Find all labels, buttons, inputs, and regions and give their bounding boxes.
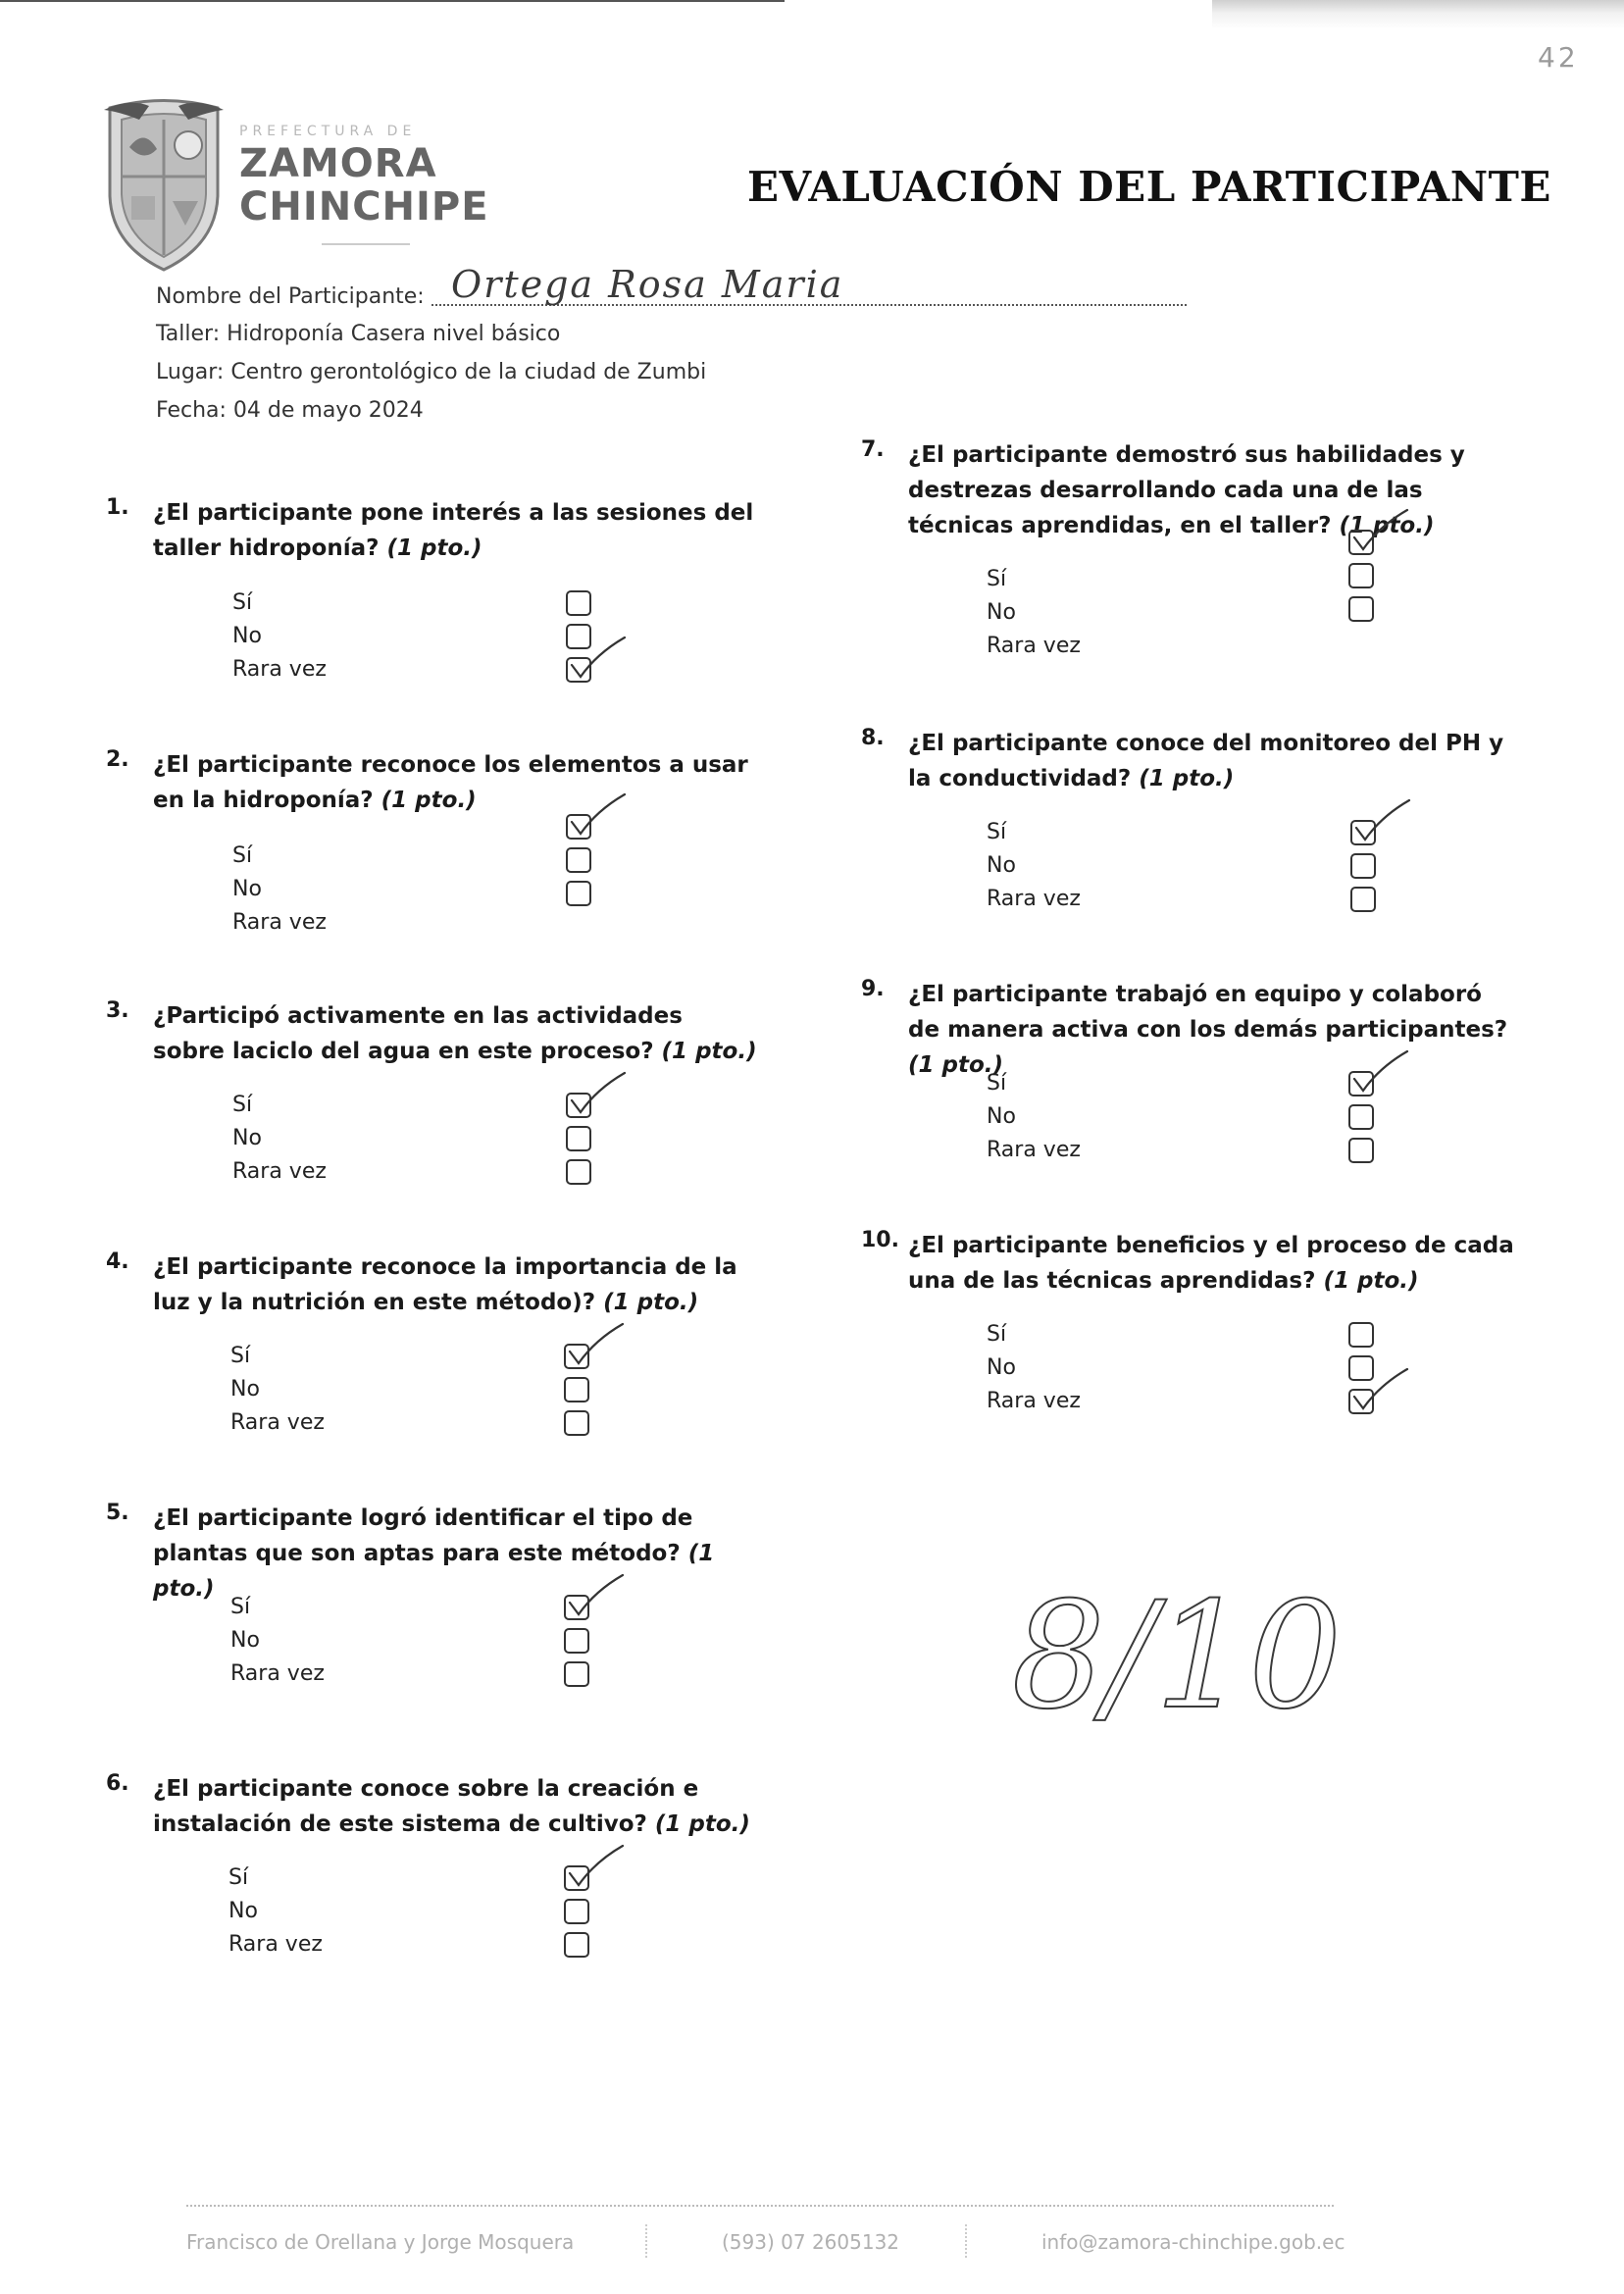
check-mark-icon bbox=[568, 634, 627, 683]
question-text: ¿El participante beneficios y el proceso de cada una de las técnicas aprendidas? (1 pto.) bbox=[908, 1233, 1514, 1294]
question-number: 7. bbox=[861, 437, 885, 462]
participant-name-handwritten: Ortega Rosa Maria bbox=[451, 263, 844, 306]
option-label: Sí bbox=[230, 1595, 251, 1619]
logo-prefix: PREFECTURA DE bbox=[239, 124, 417, 139]
fecha-line: Fecha: 04 de mayo 2024 bbox=[156, 398, 424, 423]
option-checkbox[interactable] bbox=[566, 1159, 591, 1185]
option-label: Rara vez bbox=[987, 1138, 1081, 1162]
option-checkbox[interactable] bbox=[566, 590, 591, 616]
scan-top-edge bbox=[0, 0, 785, 2]
option-checkbox[interactable] bbox=[566, 881, 591, 906]
logo-underline bbox=[322, 243, 410, 245]
option-checkbox[interactable] bbox=[1348, 563, 1374, 588]
option-checkbox[interactable] bbox=[566, 847, 591, 873]
prefectura-logo bbox=[90, 98, 502, 275]
option-checkbox[interactable] bbox=[1350, 853, 1376, 879]
option-checkbox[interactable] bbox=[1348, 1322, 1374, 1348]
option-checkbox[interactable] bbox=[564, 1661, 589, 1687]
taller-line: Taller: Hidroponía Casera nivel básico bbox=[156, 322, 561, 346]
option-label: Rara vez bbox=[232, 657, 327, 682]
option-label: No bbox=[987, 1355, 1016, 1380]
option-checkbox[interactable] bbox=[1350, 887, 1376, 912]
check-mark-icon bbox=[1350, 1365, 1409, 1414]
option-label: Sí bbox=[987, 1071, 1007, 1096]
option-label: Sí bbox=[230, 1344, 251, 1368]
question-text: ¿Participó activamente en las actividades sobre laciclo del agua en este proceso? (1 pto.) bbox=[153, 1003, 757, 1064]
question-text: ¿El participante trabajó en equipo y colaboró de manera activa con los demás participantes? (1 pto.) bbox=[908, 982, 1508, 1078]
score-text: 8/10 bbox=[1011, 1571, 1343, 1742]
footer-address: Francisco de Orellana y Jorge Mosquera bbox=[186, 2230, 575, 2254]
question-points: (1 pto.) bbox=[1139, 766, 1235, 791]
option-label: Rara vez bbox=[232, 910, 327, 935]
footer-divider bbox=[186, 2205, 1334, 2207]
footer-separator bbox=[645, 2224, 647, 2258]
question-points: (1 pto.) bbox=[153, 1541, 715, 1602]
footer-phone: (593) 07 2605132 bbox=[722, 2230, 900, 2254]
option-label: No bbox=[987, 600, 1016, 625]
page-title: EVALUACIÓN DEL PARTICIPANTE bbox=[747, 163, 1551, 211]
page-number: 42 bbox=[1538, 41, 1579, 74]
option-label: Sí bbox=[987, 820, 1007, 844]
question-number: 4. bbox=[106, 1249, 129, 1274]
question-points: (1 pto.) bbox=[1323, 1268, 1419, 1294]
footer-separator bbox=[965, 2224, 967, 2258]
option-label: Sí bbox=[232, 1093, 253, 1117]
question-points: (1 pto.) bbox=[654, 1811, 750, 1837]
option-label: Sí bbox=[232, 590, 253, 615]
lugar-line: Lugar: Centro gerontológico de la ciudad de Zumbi bbox=[156, 360, 707, 384]
question-number: 10. bbox=[861, 1228, 899, 1252]
question-number: 1. bbox=[106, 495, 129, 520]
question-text: ¿El participante reconoce la importancia de la luz y la nutrición en este método)? (1 pto.) bbox=[153, 1254, 737, 1315]
option-label: Rara vez bbox=[987, 1389, 1081, 1413]
question-text: ¿El participante conoce del monitoreo del PH y la conductividad? (1 pto.) bbox=[908, 731, 1504, 791]
participant-name-label: Nombre del Participante: bbox=[156, 284, 425, 309]
option-label: No bbox=[230, 1628, 260, 1653]
option-checkbox[interactable] bbox=[564, 1932, 589, 1958]
option-label: Rara vez bbox=[230, 1410, 325, 1435]
question-points: (1 pto.) bbox=[1339, 513, 1435, 538]
option-label: Sí bbox=[987, 1322, 1007, 1347]
option-label: Sí bbox=[232, 843, 253, 868]
check-mark-icon bbox=[568, 1069, 627, 1118]
coat-of-arms-icon bbox=[90, 98, 237, 275]
logo-line2: CHINCHIPE bbox=[239, 184, 489, 229]
logo-line1: ZAMORA bbox=[239, 141, 437, 186]
question-text: ¿El participante demostró sus habilidades y destrezas desarrollando cada una de las técnicas aprendidas, en el taller? (1 pto.) bbox=[908, 442, 1465, 538]
question-number: 8. bbox=[861, 726, 885, 750]
question-number: 2. bbox=[106, 747, 129, 772]
option-checkbox[interactable] bbox=[564, 1628, 589, 1654]
check-mark-icon bbox=[1350, 1047, 1409, 1096]
question-points: (1 pto.) bbox=[381, 788, 477, 813]
check-mark-icon bbox=[1352, 796, 1411, 845]
question-number: 5. bbox=[106, 1501, 129, 1525]
option-label: No bbox=[228, 1899, 258, 1923]
option-checkbox[interactable] bbox=[564, 1899, 589, 1924]
question-points: (1 pto.) bbox=[603, 1290, 699, 1315]
handwritten-score bbox=[1011, 1569, 1343, 1844]
option-label: Sí bbox=[228, 1865, 249, 1890]
question-text: ¿El participante conoce sobre la creación e instalación de este sistema de cultivo? (1 pto.) bbox=[153, 1776, 750, 1837]
check-mark-icon bbox=[1350, 506, 1409, 555]
option-label: Rara vez bbox=[228, 1932, 323, 1957]
check-mark-icon bbox=[566, 1842, 625, 1891]
option-checkbox[interactable] bbox=[1348, 1104, 1374, 1130]
question-text: ¿El participante logró identificar el tipo de plantas que son aptas para este método? (1 pto.) bbox=[153, 1505, 715, 1602]
question-points: (1 pto.) bbox=[908, 1052, 1004, 1078]
option-label: No bbox=[232, 624, 262, 648]
scan-shadow bbox=[1212, 0, 1624, 29]
option-label: No bbox=[987, 1104, 1016, 1129]
check-mark-icon bbox=[566, 1571, 625, 1620]
question-text: ¿El participante pone interés a las sesiones del taller hidroponía? (1 pto.) bbox=[153, 500, 754, 561]
question-number: 3. bbox=[106, 998, 129, 1023]
option-checkbox[interactable] bbox=[1348, 596, 1374, 622]
question-number: 9. bbox=[861, 977, 885, 1001]
footer-email: info@zamora-chinchipe.gob.ec bbox=[1041, 2230, 1345, 2254]
question-points: (1 pto.) bbox=[661, 1039, 757, 1064]
option-checkbox[interactable] bbox=[564, 1410, 589, 1436]
option-label: No bbox=[230, 1377, 260, 1402]
option-label: No bbox=[232, 877, 262, 901]
option-checkbox[interactable] bbox=[566, 1126, 591, 1151]
option-label: Rara vez bbox=[232, 1159, 327, 1184]
option-checkbox[interactable] bbox=[564, 1377, 589, 1402]
check-mark-icon bbox=[566, 1320, 625, 1369]
option-checkbox[interactable] bbox=[1348, 1138, 1374, 1163]
question-number: 6. bbox=[106, 1771, 129, 1796]
option-label: Rara vez bbox=[987, 887, 1081, 911]
option-label: Sí bbox=[987, 567, 1007, 591]
question-text: ¿El participante reconoce los elementos a usar en la hidroponía? (1 pto.) bbox=[153, 752, 748, 813]
question-points: (1 pto.) bbox=[386, 535, 482, 561]
option-label: Rara vez bbox=[230, 1661, 325, 1686]
option-label: Rara vez bbox=[987, 634, 1081, 658]
option-label: No bbox=[232, 1126, 262, 1150]
option-label: No bbox=[987, 853, 1016, 878]
check-mark-icon bbox=[568, 790, 627, 840]
